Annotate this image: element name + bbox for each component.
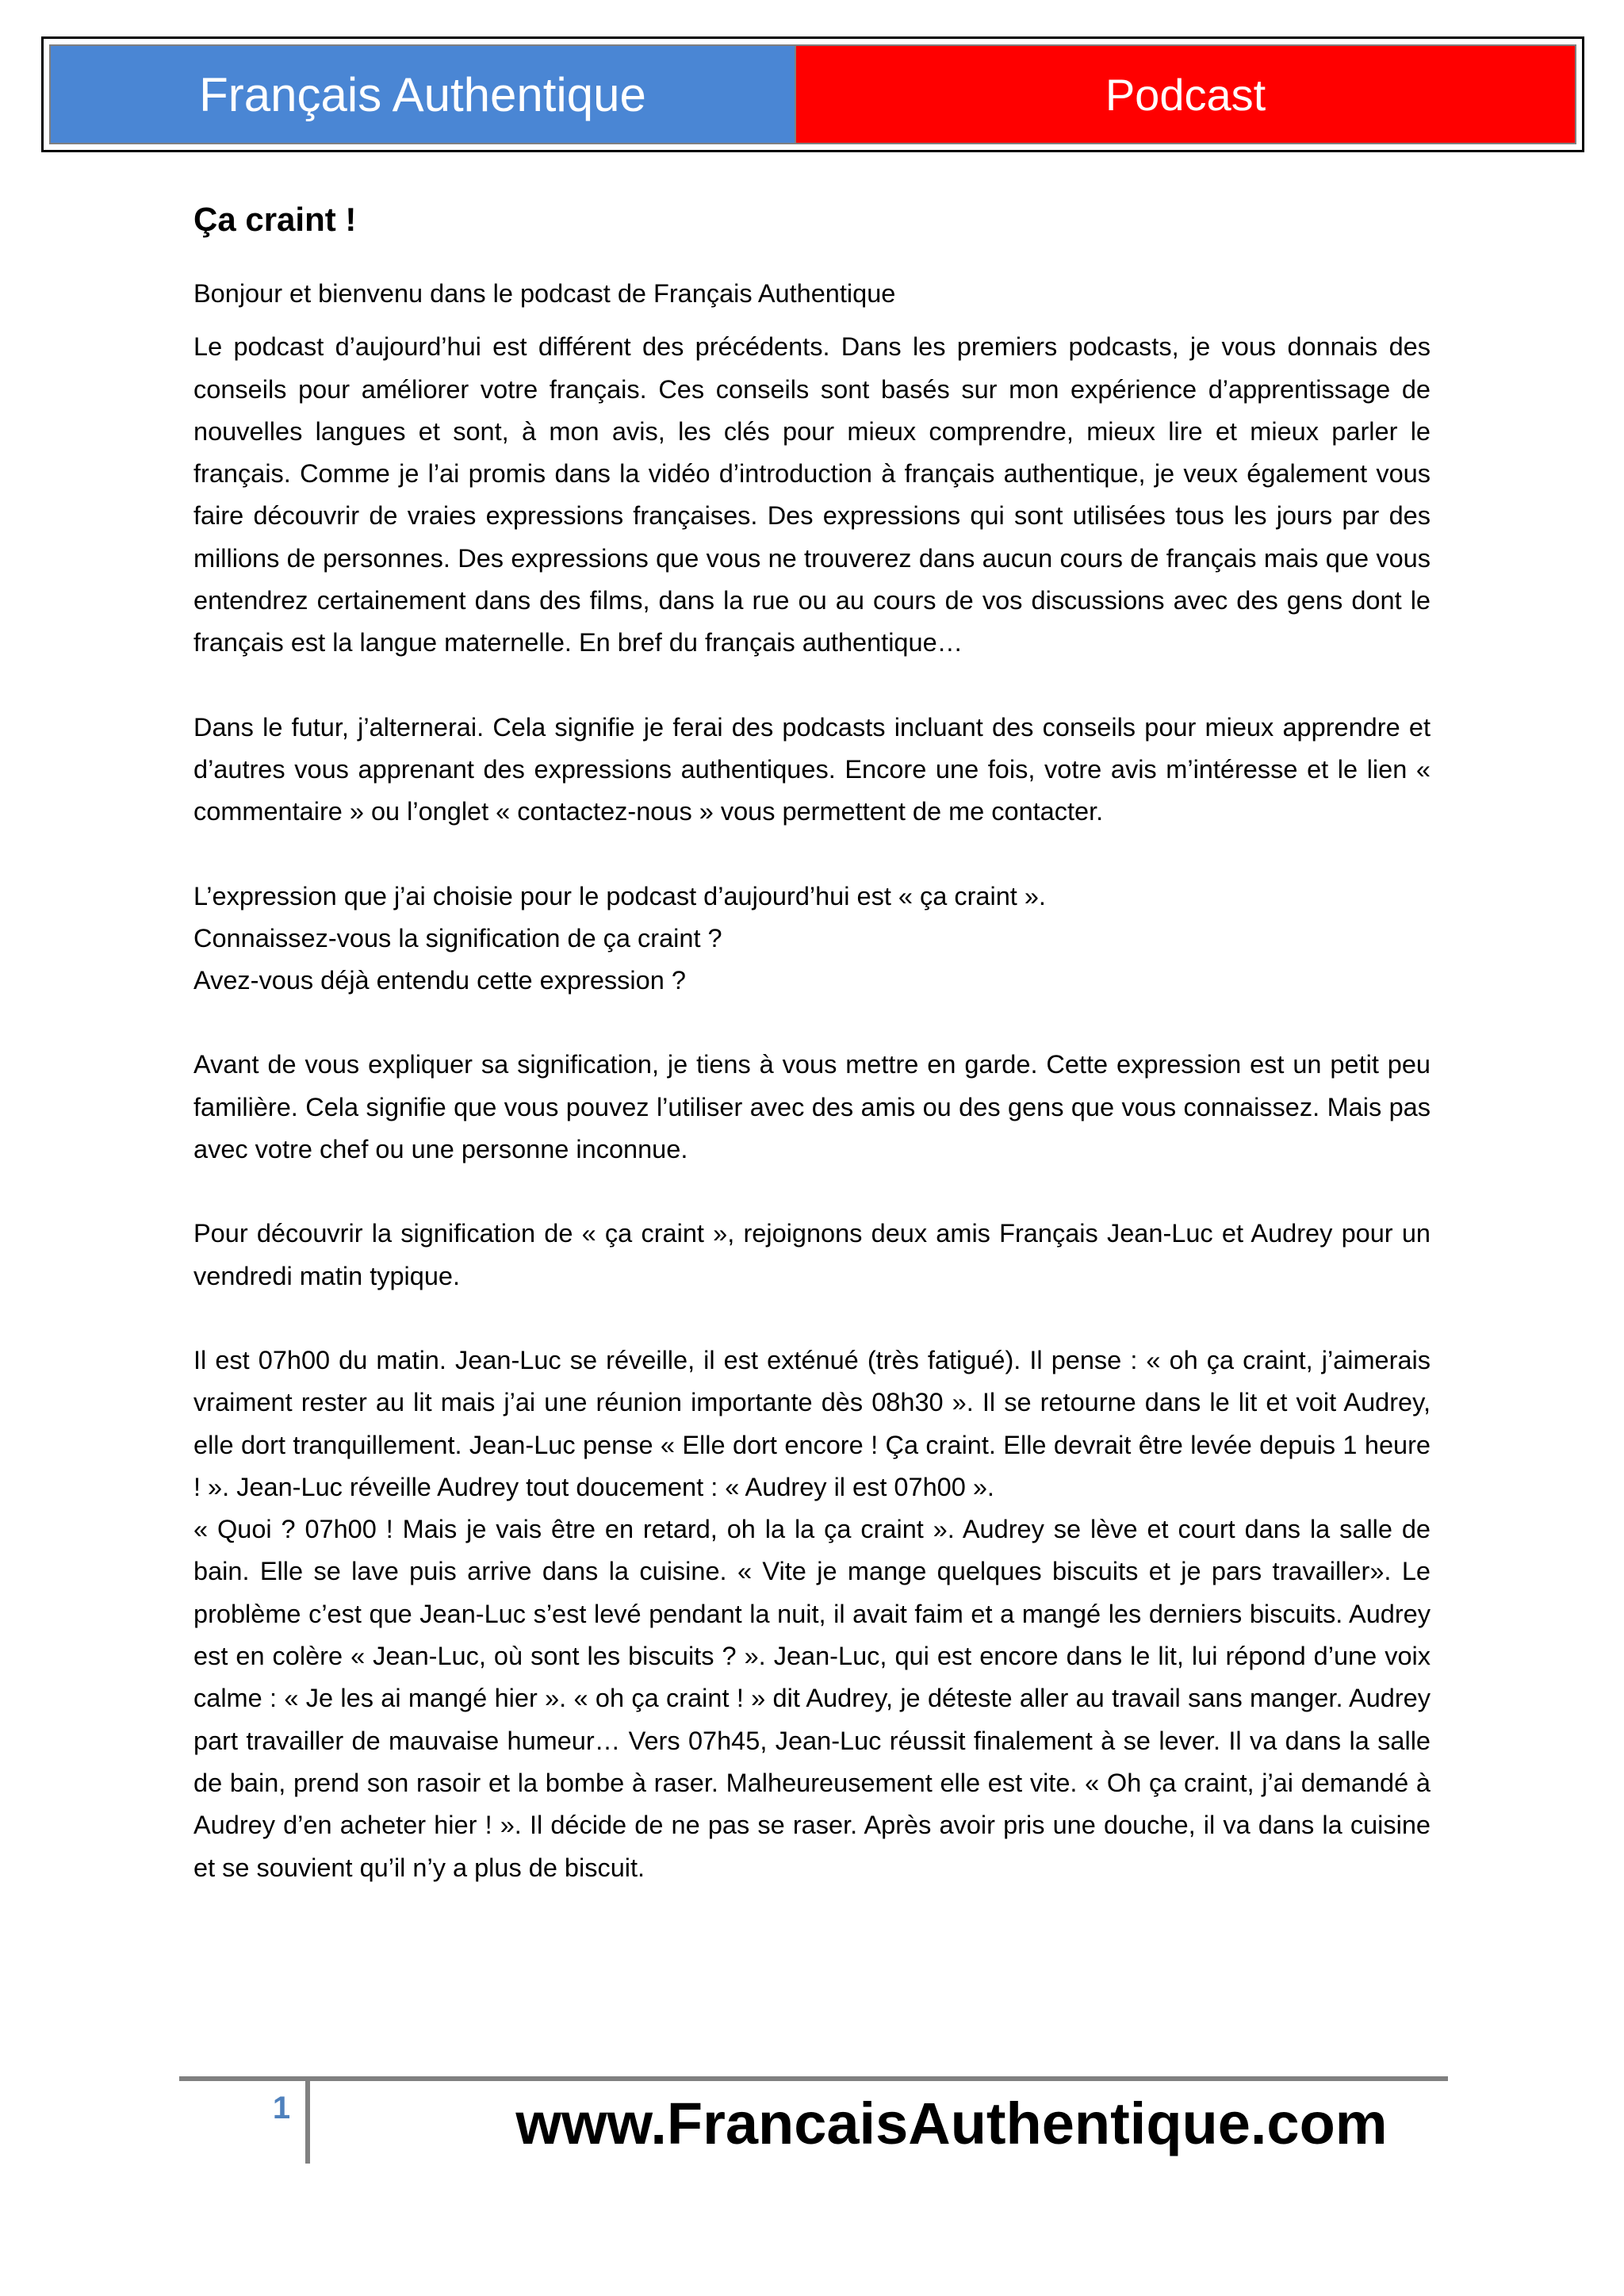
header-banner-inner xyxy=(49,44,1576,144)
paragraph-2: Dans le futur, j’alternerai. Cela signifie je ferai des podcasts incluant des conseils pour mieux apprendre et d’autres vous apprenant des expressions authentiques. Encore une fois, votre avis m’intéresse et le lien « commentaire » ou l’onglet « contactez-nous » vous permettent de me contacter. xyxy=(193,712,1431,826)
paragraph-3 xyxy=(193,876,1431,1002)
brand-title: Français Authentique xyxy=(51,46,796,143)
page-title: Ça craint ! xyxy=(193,201,357,238)
footer-vertical-divider xyxy=(305,2076,310,2164)
footer-divider xyxy=(179,2076,1448,2081)
paragraph-3-line: L’expression que j’ai choisie pour le podcast d’aujourd’hui est « ça craint ». xyxy=(193,881,1046,910)
intro-paragraph: Bonjour et bienvenu dans le podcast de Français Authentique xyxy=(193,279,896,308)
document-body xyxy=(193,198,1431,1889)
website-url[interactable]: www.FrancaisAuthentique.com xyxy=(515,2091,1388,2156)
paragraph-3-line: Connaissez-vous la signification de ça craint ? xyxy=(193,923,722,953)
section-title: Podcast xyxy=(796,46,1575,143)
header-banner xyxy=(41,36,1584,152)
paragraph-7: « Quoi ? 07h00 ! Mais je vais être en retard, oh la la ça craint ». Audrey se lève et court dans la salle de bain. Elle se lave puis arrive dans la cuisine. « Vite je mange quelques biscuits et je pars travailler». Le problème c’est que Jean-Luc s’est levé pendant la nuit, il avait faim et a mangé les derniers biscuits. Audrey est en colère « Jean-Luc, où sont les biscuits ? ». Jean-Luc, qui est encore dans le lit, lui répond d’une voix calme : « Je les ai mangé hier ». « oh ça craint ! » dit Audrey, je déteste aller au travail sans manger. Audrey part travailler de mauvaise humeur… Vers 07h45, Jean-Luc réussit finalement à se lever. Il va dans la salle de bain, prend son rasoir et la bombe à raser. Malheureusement elle est vite. « Oh ça craint, j’ai demandé à Audrey d’en acheter hier ! ». Il décide de ne pas se raser. Après avoir pris une douche, il va dans la cuisine et se souvient qu’il n’y a plus de biscuit. xyxy=(193,1515,1431,1882)
paragraph-5: Pour découvrir la signification de « ça craint », rejoignons deux amis Français Jean-Luc et Audrey pour un vendredi matin typique. xyxy=(193,1219,1431,1290)
page-number: 1 xyxy=(272,2091,291,2125)
paragraph-4: Avant de vous expliquer sa signification, je tiens à vous mettre en garde. Cette expression est un petit peu familière. Cela signifie que vous pouvez l’utiliser avec des amis ou des gens que vous connaissez. Mais pas avec votre chef ou une personne inconnue. xyxy=(193,1050,1431,1164)
paragraph-1: Le podcast d’aujourd’hui est différent des précédents. Dans les premiers podcasts, je vous donnais des conseils pour améliorer votre français. Ces conseils sont basés sur mon expérience d’apprentissage de nouvelles langues et sont, à mon avis, les clés pour mieux comprendre, mieux lire et mieux parler le français. Comme je l’ai promis dans la vidéo d’introduction à français authentique, je veux également vous faire découvrir de vraies expressions françaises. Des expressions qui sont utilisées tous les jours par des millions de personnes. Des expressions que vous ne trouverez dans aucun cours de français mais que vous entendrez certainement dans des films, dans la rue ou au cours de vos discussions avec des gens dont le français est la langue maternelle. En bref du français authentique… xyxy=(193,332,1431,657)
paragraph-6: Il est 07h00 du matin. Jean-Luc se réveille, il est exténué (très fatigué). Il pense : « oh ça craint, j’aimerais vraiment rester au lit mais j’ai une réunion importante dès 08h30 ». Il se retourne dans le lit et voit Audrey, elle dort tranquillement. Jean-Luc pense « Elle dort encore ! Ça craint. Elle devrait être levée depuis 1 heure ! ». Jean-Luc réveille Audrey tout doucement : « Audrey il est 07h00 ». xyxy=(193,1345,1431,1501)
paragraph-3-line: Avez-vous déjà entendu cette expression ? xyxy=(193,966,686,995)
